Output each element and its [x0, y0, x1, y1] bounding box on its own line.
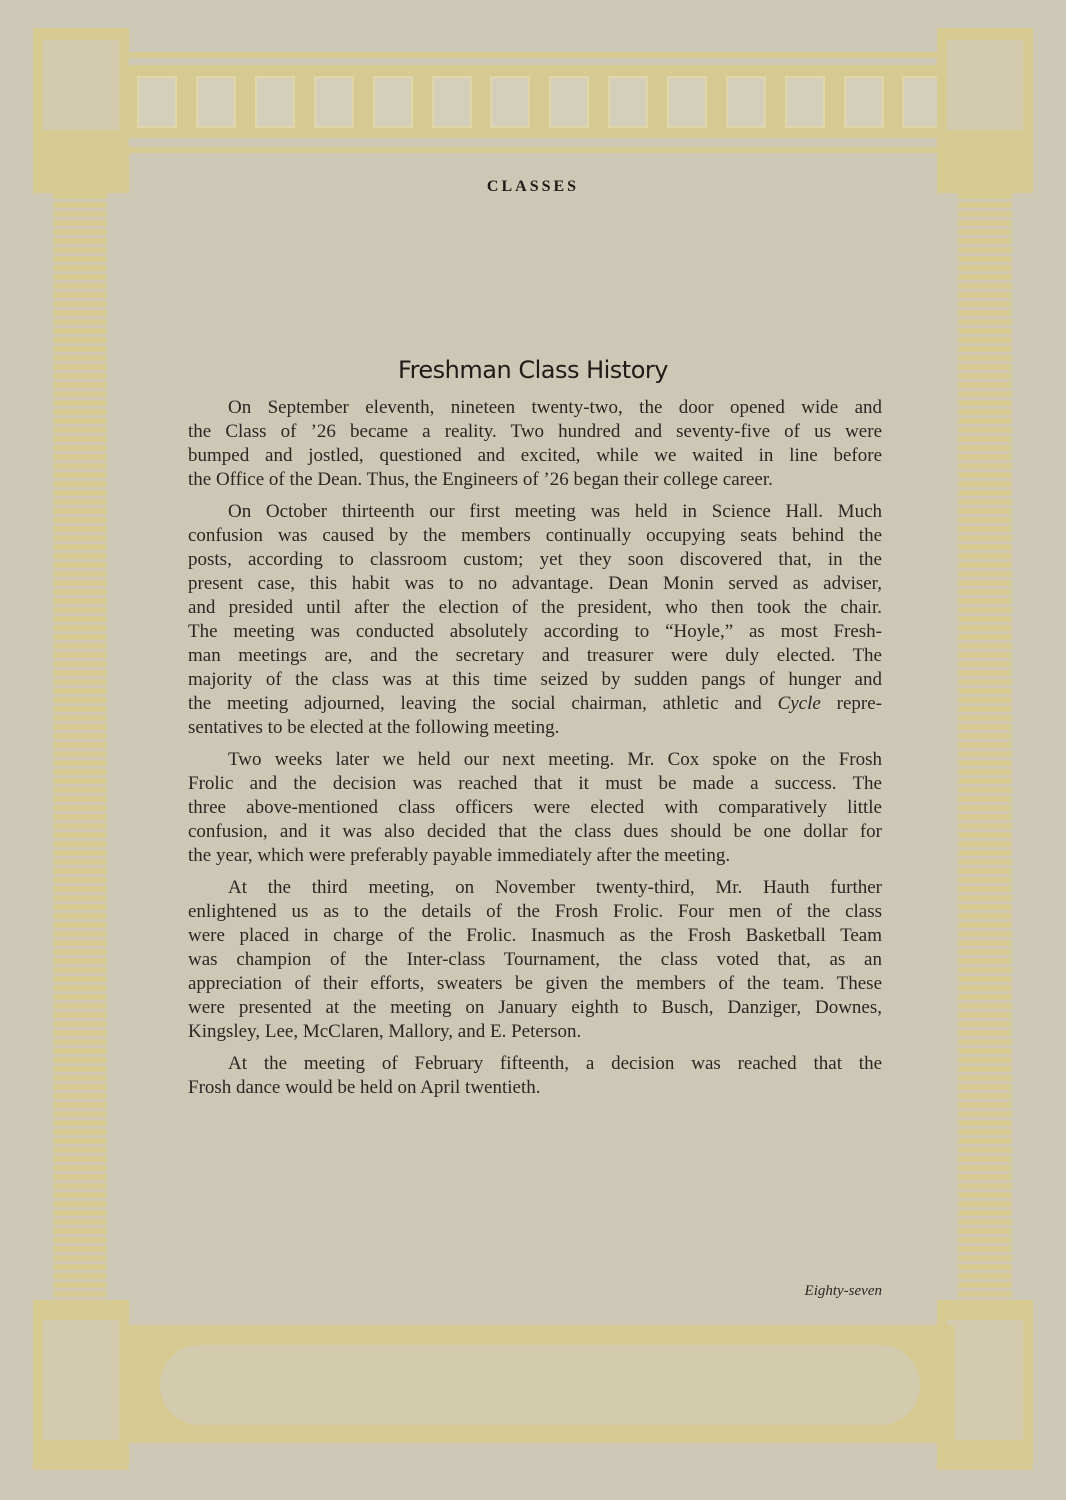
text-line: At the meeting of February fifteenth, a decision was reached that the [228, 1053, 882, 1074]
text-line: and presided until after the election of the president, who then took the chair. [188, 597, 882, 618]
text-line: were placed in charge of the Frolic. Inasmuch as the Frosh Basketball Team [188, 925, 882, 946]
paragraph [188, 500, 882, 740]
frieze-panel [490, 76, 530, 128]
text-line: confusion, and it was also decided that the class dues should be one dollar for [188, 821, 882, 842]
text-line: majority of the class was at this time seized by sudden pangs of hunger and [188, 669, 882, 690]
border-top-frieze [128, 65, 952, 138]
page-number: Eighty-seven [804, 1283, 882, 1299]
text-line: At the third meeting, on November twenty-third, Mr. Hauth further [228, 877, 882, 898]
frieze-panel [549, 76, 589, 128]
text-line: the Office of the Dean. Thus, the Engineers of ’26 began their college career. [188, 469, 773, 490]
border-top-band-lower [125, 147, 955, 153]
frieze-panel [255, 76, 295, 128]
text-line: confusion was caused by the members continually occupying seats behind the [188, 525, 882, 546]
frieze-panel [373, 76, 413, 128]
frieze-panel [196, 76, 236, 128]
frieze-panel [608, 76, 648, 128]
frieze-panel [785, 76, 825, 128]
text-line: were presented at the meeting on January eighth to Busch, Danziger, Downes, [188, 997, 882, 1018]
text-line: present case, this habit was to no advantage. Dean Monin served as adviser, [188, 573, 882, 594]
frieze-panel [432, 76, 472, 128]
left-base [33, 1300, 129, 1470]
text-line: was champion of the Inter-class Tournament, the class voted that, as an [188, 949, 882, 970]
text-line: enlightened us as to the details of the Frosh Frolic. Four men of the class [188, 901, 882, 922]
border-top-band [125, 52, 955, 58]
text-line: appreciation of their efforts, sweaters be given the members of the team. These [188, 973, 882, 994]
text-line: three above-mentioned class officers were elected with comparatively little [188, 797, 882, 818]
text-line: bumped and jostled, questioned and excited, while we waited in line before [188, 445, 882, 466]
frieze-panel [667, 76, 707, 128]
paragraph [188, 748, 882, 868]
paragraph [188, 396, 882, 492]
running-head: CLASSES [486, 178, 580, 195]
paragraph [188, 1052, 882, 1100]
frieze-panel [137, 76, 177, 128]
text-line: sentatives to be elected at the following meeting. [188, 717, 560, 738]
text-line: the year, which were preferably payable immediately after the meeting. [188, 845, 731, 866]
left-capital [33, 28, 129, 193]
text-line: man meetings are, and the secretary and treasurer were duly elected. The [188, 645, 882, 666]
text-line: posts, according to classroom custom; yet they soon discovered that, in the [188, 549, 882, 570]
frieze-panel [844, 76, 884, 128]
article-body [188, 396, 882, 1108]
frieze-panel [726, 76, 766, 128]
text-line: Frosh dance would be held on April twentieth. [188, 1077, 541, 1098]
text-line: On October thirteenth our first meeting was held in Science Hall. Much [228, 501, 882, 522]
text-line: Kingsley, Lee, McClaren, Mallory, and E. Peterson. [188, 1021, 582, 1042]
border-bottom-ornament [160, 1345, 920, 1425]
frieze-panel [314, 76, 354, 128]
text-line: the meeting adjourned, leaving the social chairman, athletic and Cycle repre- [188, 693, 882, 714]
text-line: Two weeks later we held our next meeting. Mr. Cox spoke on the Frosh [228, 749, 882, 770]
text-line: On September eleventh, nineteen twenty-two, the door opened wide and [228, 397, 882, 418]
right-capital [937, 28, 1033, 193]
text-line: The meeting was conducted absolutely according to “Hoyle,” as most Fresh- [188, 621, 882, 642]
text-line: the Class of ’26 became a reality. Two hundred and seventy-five of us were [188, 421, 882, 442]
paragraph [188, 876, 882, 1044]
text-line: Frolic and the decision was reached that it must be made a success. The [188, 773, 882, 794]
page-title: Freshman Class History [398, 356, 668, 384]
